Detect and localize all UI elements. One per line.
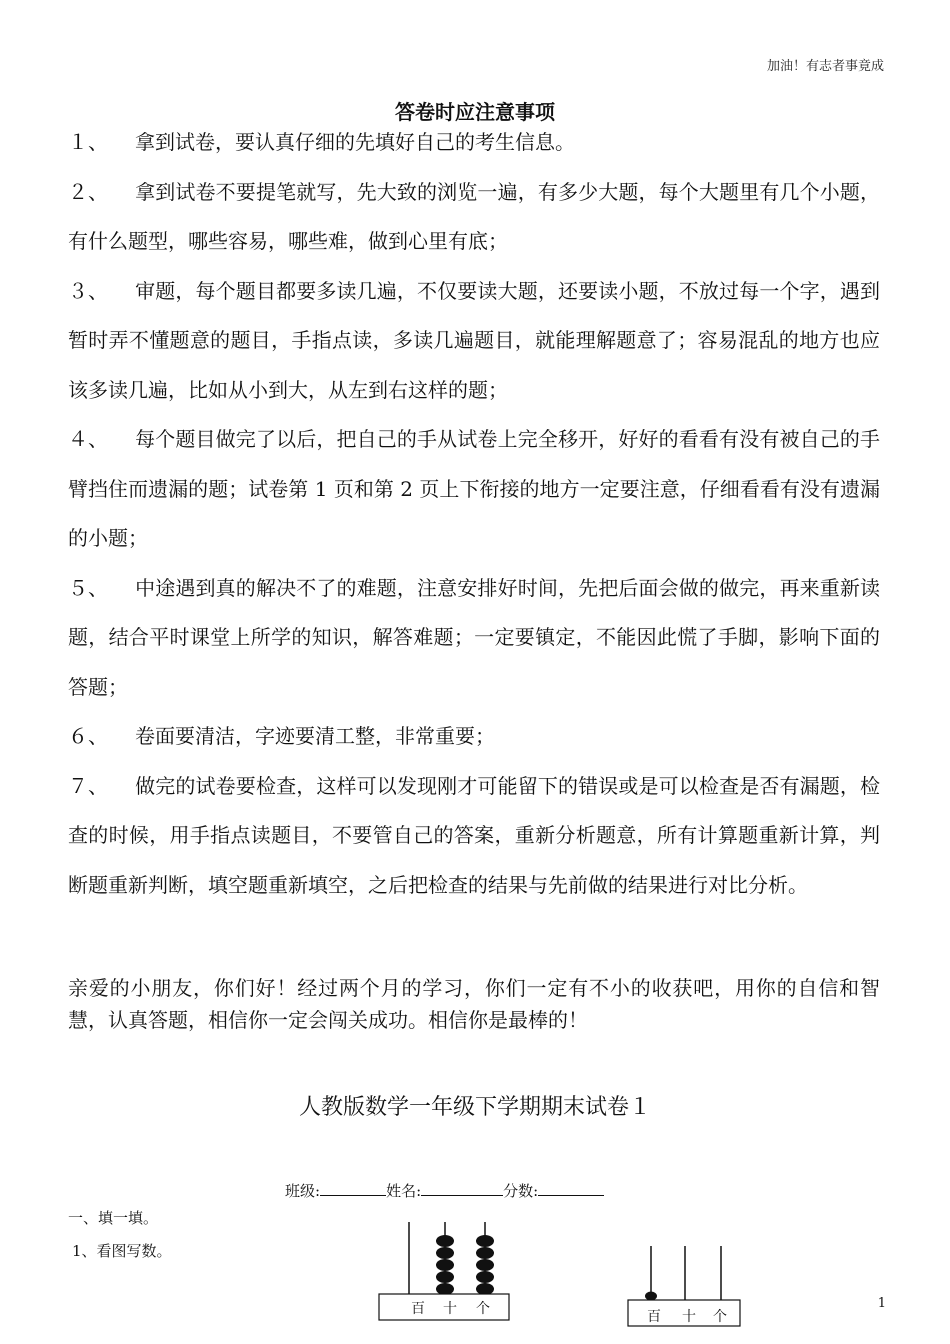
question-prompt: 1、看图写数。 (72, 1242, 172, 1260)
abacus-bead (476, 1271, 494, 1283)
rule-number: ４、 (68, 427, 108, 451)
score-label: 分数: (503, 1182, 539, 1200)
rule-item (68, 415, 880, 564)
rule-item (68, 118, 880, 168)
rule-text: 卷面要清洁，字迹要清工整，非常重要； (135, 724, 495, 748)
abacus-bead (645, 1292, 657, 1301)
rule-item (68, 168, 880, 267)
abacus-bead (436, 1247, 454, 1259)
abacus1-label-ones: 个 (476, 1301, 490, 1317)
name-label: 姓名: (386, 1182, 422, 1200)
header-motto: 加油！有志者事竟成 (766, 59, 884, 74)
rule-text: 中途遇到真的解决不了的难题，注意安排好时间，先把后面会做的做完，再来重新读题，结合平时课堂上所学的知识，解答难题；一定要镇定，不能因此慌了手脚，影响下面的答题； (68, 575, 880, 699)
abacus2-label-hundreds: 百 (647, 1309, 661, 1325)
rule-item (68, 712, 880, 762)
rule-number: ３、 (68, 278, 108, 303)
abacus-bead (476, 1235, 494, 1247)
abacus-bead (436, 1235, 454, 1247)
rule-text: 拿到试卷，要认真仔细的先填好自己的考生信息。 (135, 130, 575, 154)
abacus1-label-hundreds: 百 (411, 1301, 425, 1317)
abacus-bead (476, 1259, 494, 1271)
rule-item (68, 762, 880, 911)
rule-number: １、 (68, 130, 108, 154)
notice-rules (68, 118, 880, 910)
name-blank[interactable] (421, 1181, 503, 1196)
abacus1-label-tens: 十 (443, 1301, 457, 1317)
abacus-bead (476, 1283, 494, 1295)
exam-title: 人教版数学一年级下学期期末试卷１ (298, 1095, 651, 1120)
rule-item (68, 267, 880, 416)
rule-number: ５、 (68, 575, 108, 600)
abacus-bead (436, 1271, 454, 1283)
notice-title: 答卷时应注意事项 (395, 100, 555, 124)
rule-text: 每个题目做完了以后，把自己的手从试卷上完全移开，好好的看看有没有被自己的手臂挡住而遗漏的题；试卷第 1 页和第 2 页上下衔接的地方一定要注意，仔细看看有没有遗漏的小题； (68, 427, 880, 550)
rule-number: ２、 (68, 179, 108, 204)
abacus2-label-ones: 个 (713, 1309, 727, 1325)
class-blank[interactable] (320, 1181, 386, 1196)
score-blank[interactable] (538, 1181, 604, 1196)
student-info-line (285, 1180, 604, 1201)
rule-number: ７、 (68, 773, 108, 798)
abacus-bead (476, 1247, 494, 1259)
abacus-bead (436, 1259, 454, 1271)
greeting-paragraph: 亲爱的小朋友，你们好！经过两个月的学习，你们一定有不小的收获吧，用你的自信和智慧，认真答题，相信你一定会闯关成功。相信你是最棒的！ (68, 976, 880, 1032)
rule-text: 审题，每个题目都要多读几遍，不仅要读大题，还要读小题，不放过每一个字，遇到暂时弄不懂题意的题目，手指点读，多读几遍题目，就能理解题意了；容易混乱的地方也应该多读几遍，比如从小到大，从左到右这样的题； (68, 278, 880, 402)
rule-text: 拿到试卷不要提笔就写，先大致的浏览一遍，有多少大题，每个大题里有几个小题，有什么题型，哪些容易，哪些难，做到心里有底； (68, 179, 880, 253)
abacus2-label-tens: 十 (682, 1309, 696, 1325)
rule-text: 做完的试卷要检查，这样可以发现刚才可能留下的错误或是可以检查是否有漏题，检查的时候，用手指点读题目，不要管自己的答案，重新分析题意，所有计算题重新计算，判断题重新判断，填空题重新填空，之后把检查的结果与先前做的结果进行对比分析。 (68, 773, 880, 897)
rule-item (68, 564, 880, 713)
class-label: 班级: (285, 1182, 321, 1200)
rule-number: ６、 (68, 724, 108, 748)
section-heading: 一、填一填。 (68, 1209, 159, 1227)
page-number: 1 (877, 1296, 886, 1311)
abacus-bead (436, 1283, 454, 1295)
